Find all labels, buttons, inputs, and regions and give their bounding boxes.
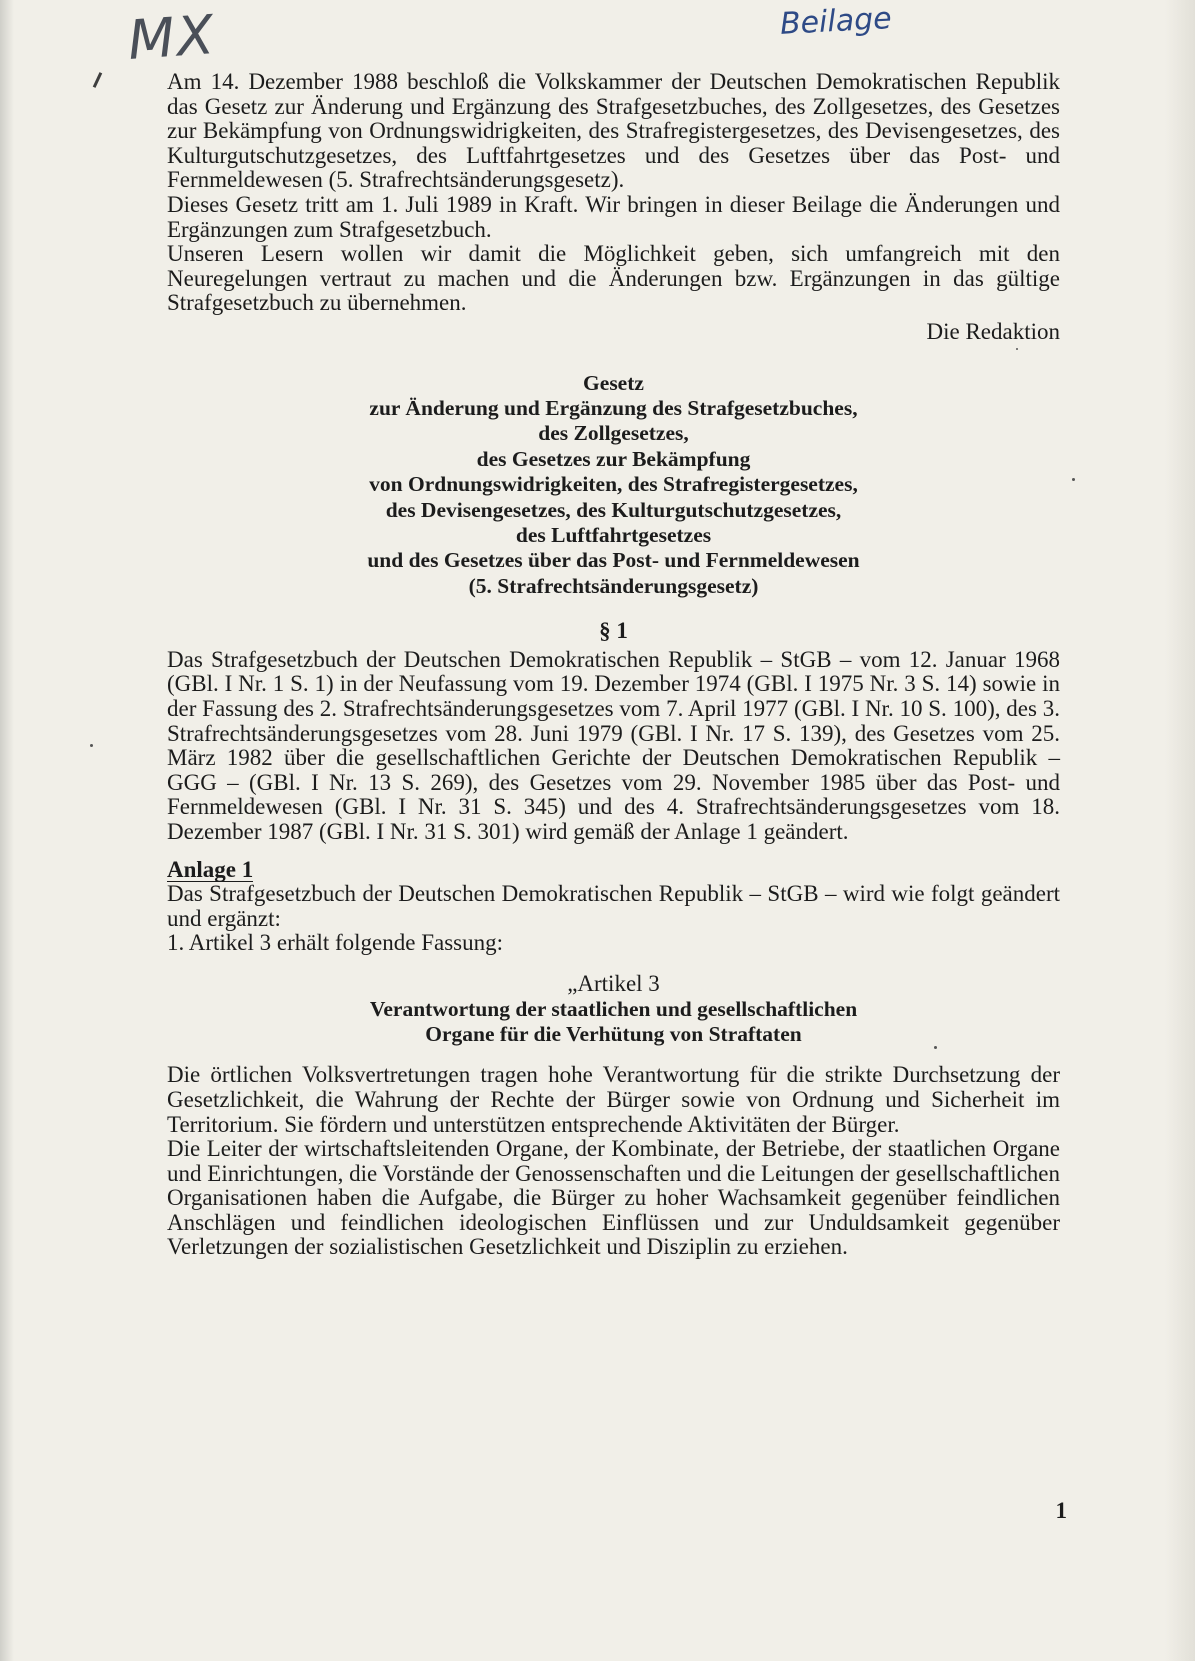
law-title — [167, 371, 1060, 600]
article-number: „Artikel 3 — [567, 970, 660, 996]
law-title-line: (5. Strafrechtsänderungsgesetz) — [468, 573, 759, 598]
article-paragraph: Die örtlichen Volksvertretungen tragen hohe Verantwortung für die strikte Durchsetzung der Gesetzlichkeit, die Wahrung der Rechte der Bürger sowie von Ordnung und Sicherheit im Territorium. Sie fördern und unterstützen entsprechende Aktivitäten der Bürger. — [167, 1062, 1060, 1137]
handwritten-note: Beilage — [779, 1, 893, 42]
article-title — [167, 997, 1060, 1048]
section-text: Das Strafgesetzbuch der Deutschen Demokratischen Republik – StGB – vom 12. Januar 1968 (GBl. I Nr. 1 S. 1) in der Neufassung vom 19. Dezember 1974 (GBl. I 1975 Nr. 3 S. 14) sowie in der Fassung des 2. Strafrechtsänderungsgesetzes vom 7. April 1977 (GBl. I Nr. 10 S. 100), des 3. Strafrechtsänderungsgesetzes vom 28. Juni 1979 (GBl. I Nr. 17 S. 139), des Gesetzes vom 25. März 1982 über die gesellschaftlichen Gerichte der Deutschen Demokratischen Republik – GGG – (GBl. I Nr. 13 S. 269), des Gesetzes vom 29. November 1985 über das Post- und Fernmeldewesen (GBl. I Nr. 31 S. 345) und des 4. Strafrechtsänderungsgesetzes vom 18. Dezember 1987 (GBl. I Nr. 31 S. 301) wird gemäß der Anlage 1 geändert. — [167, 646, 1060, 844]
law-title-line: und des Gesetzes über das Post- und Fernmeldewesen — [367, 548, 860, 573]
handwritten-mark: MX — [125, 3, 218, 72]
law-title-line: des Luftfahrtgesetzes — [515, 522, 712, 547]
intro-paragraph: Am 14. Dezember 1988 beschloß die Volkskammer der Deutschen Demokratischen Republik das Gesetz zur Änderung und Ergänzung des Strafgesetzbuches, des Zollgesetzes, des Gesetzes zur Bekämpfung von Ordnungswidrigkeiten, des Strafregistergesetzes, des Devisengesetzes, des Kulturgutschutzgesetzes, des Luftfahrtgesetzes und des Gesetzes über das Post- und Fernmeldewesen (5. Strafrechtsänderungsgesetz). — [167, 69, 1060, 193]
law-title-line: des Zollgesetzes, — [538, 421, 689, 446]
law-title-line: von Ordnungswidrigkeiten, des Strafregistergesetzes, — [369, 472, 858, 497]
page-number: 1 — [1055, 1498, 1067, 1523]
article-paragraph: Die Leiter der wirtschaftsleitenden Organe, der Kombinate, der Betriebe, der staatlichen Organe und Einrichtungen, die Vorstände der Genossenschaften und die Leitungen der gesellschaftlichen Organisationen haben die Aufgabe, die Bürger zu hoher Wachsamkeit gegenüber feindlichen Anschlägen und feindlichen ideologischen Einflüssen und zur Unduldsamkeit gegenüber Verletzungen der sozialistischen Gesetzlichkeit und Disziplin zu erziehen. — [167, 1136, 1060, 1260]
law-title-line: Gesetz — [583, 370, 644, 395]
appendix-heading: Anlage 1 — [167, 856, 254, 882]
pen-tick-mark — [93, 72, 102, 88]
article-title-line: Organe für die Verhütung von Straftaten — [425, 1021, 802, 1046]
section-heading: § 1 — [599, 618, 628, 644]
editorial-intro — [167, 70, 1060, 345]
paper-speck — [90, 744, 93, 747]
intro-paragraph: Dieses Gesetz tritt am 1. Juli 1989 in Kraft. Wir bringen in dieser Beilage die Änderungen und Ergänzungen zum Strafgesetzbuch. — [167, 191, 1060, 242]
document-body — [167, 70, 1060, 1260]
intro-paragraph: Unseren Lesern wollen wir damit die Möglichkeit geben, sich umfangreich mit den Neuregelungen vertraut zu machen und die Änderungen bzw. Ergänzungen in das gültige Strafgesetzbuch zu übernehmen. — [167, 241, 1060, 316]
editorial-signature: Die Redaktion — [926, 318, 1060, 344]
law-title-line: zur Änderung und Ergänzung des Strafgesetzbuches, — [369, 395, 858, 420]
appendix-intro: Das Strafgesetzbuch der Deutschen Demokratischen Republik – StGB – wird wie folgt geändert und ergänzt: — [167, 881, 1060, 931]
law-title-line: des Devisengesetzes, des Kulturgutschutzgesetzes, — [385, 497, 842, 522]
article-body — [167, 1063, 1060, 1260]
law-title-line: des Gesetzes zur Bekämpfung — [476, 446, 751, 471]
paper-speck — [1072, 478, 1075, 481]
article-title-line: Verantwortung der staatlichen und gesellschaftlichen — [369, 996, 858, 1021]
amendment-item: 1. Artikel 3 erhält folgende Fassung: — [167, 930, 503, 956]
